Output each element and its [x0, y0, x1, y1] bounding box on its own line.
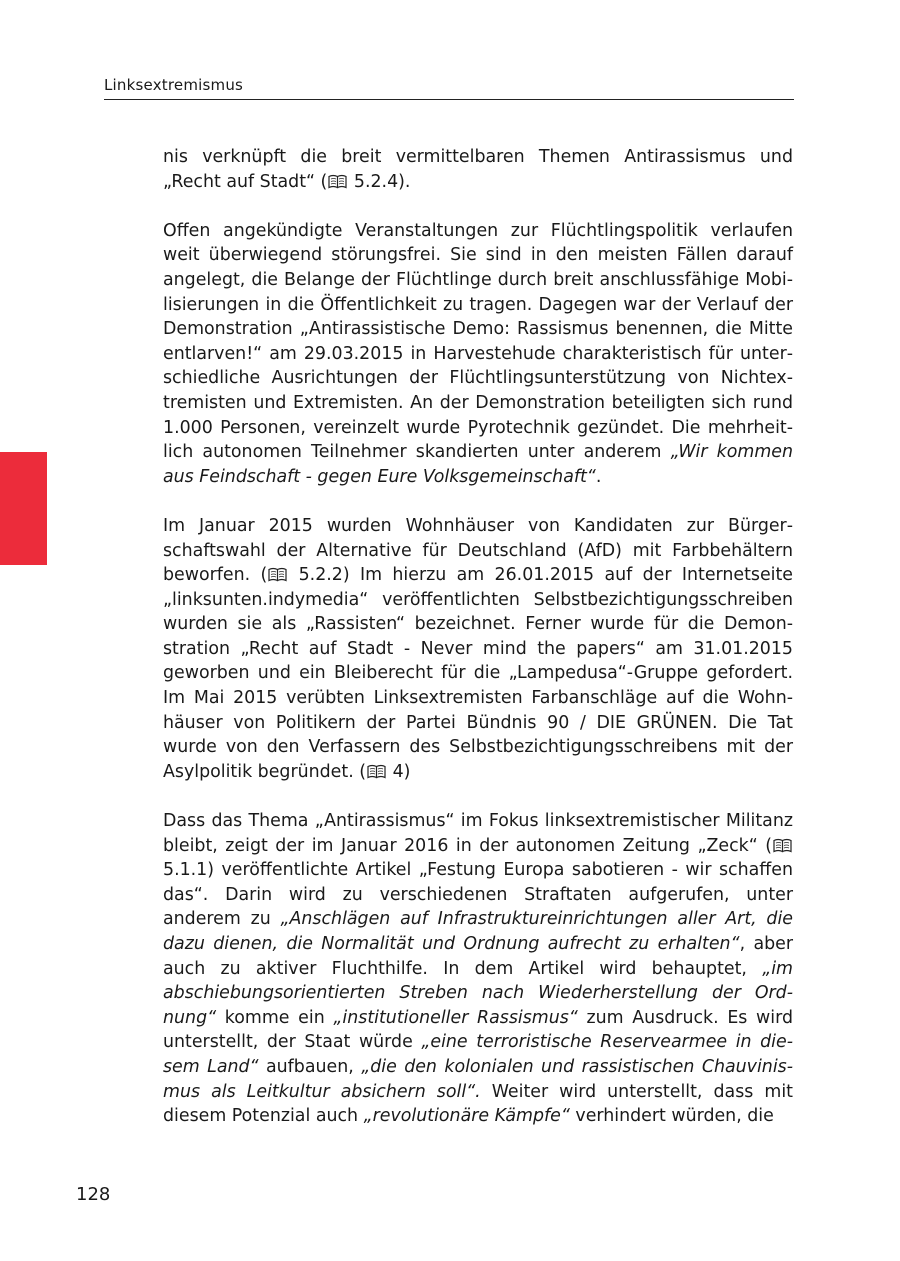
- paragraph-4: [163, 809, 793, 1129]
- text-run: verhindert würden, die: [569, 1106, 774, 1127]
- quote: „eine terroristische Reservearmee in diesem Land“: [163, 1032, 793, 1077]
- text-run: .: [595, 466, 602, 487]
- quote: „die den kolonialen und rassistischen Chauvinismus als Leitkultur absichern soll“.: [163, 1056, 793, 1102]
- paragraph-1: [163, 145, 793, 194]
- quote: „revolutionäre Kämpfe“: [363, 1106, 570, 1127]
- text-run: zum Ausdruck. Es wird unterstellt, der Staat würde: [163, 1007, 793, 1053]
- text-run: 4): [387, 761, 411, 782]
- running-title: Linksextremismus: [104, 76, 244, 94]
- paragraph-3: [163, 514, 793, 785]
- text-run: komme ein: [216, 1007, 334, 1028]
- body-text: [163, 145, 793, 1129]
- paragraph-2: [163, 219, 793, 490]
- text-run: Offen angekündigte Veranstaltungen zur Flüchtlingspolitik verlaufen weit überwiegend störungsfrei. Sie sind in den meisten Fällen darauf angelegt, die Belange der Flüchtlinge durch breit anschlussfähige Mobilisierungen in die Öffentlichkeit zu tragen. Dagegen war der Verlauf der Demonstration „Antirassistische Demo: Rassismus benennen, die Mitte entlarven!“ am 29.03.2015 in Harvestehude charakteristisch für unterschiedliche Ausrichtungen der Flüchtlingsunterstützung von Nichtextremisten und Extremisten. An der Demonstration beteiligten sich rund 1.000 Personen, vereinzelt wurde Pyrotechnik gezündet. Die mehrheitlich autonomen Teilnehmer skandierten unter anderem: [163, 220, 793, 463]
- open-book-icon: [367, 764, 386, 779]
- chapter-color-tab: [0, 452, 47, 565]
- text-run: 5.2.4).: [348, 171, 411, 192]
- text-run: , aber auch zu aktiver Fluchthilfe. In dem Artikel wird behauptet,: [163, 934, 793, 979]
- text-run: aufbauen,: [258, 1056, 362, 1077]
- quote: „im abschiebungsorientierten Streben nach Wiederherstellung der Ordnung“: [163, 958, 793, 1028]
- open-book-icon: [773, 838, 792, 853]
- quote: „Anschlägen auf Infrastruktureinrichtungen aller Art, die dazu dienen, die Normalität und Ordnung aufrecht zu erhalten“: [163, 909, 793, 954]
- text-run: Im Januar 2015 wurden Wohnhäuser von Kandidaten zur Bürgerschaftswahl der Alternative für Deutschland (AfD) mit Farbbehältern beworfen. (: [163, 515, 793, 586]
- open-book-icon: [328, 174, 347, 189]
- page-number: 128: [76, 1184, 111, 1205]
- quote: „Wir kommen aus Feindschaft - gegen Eure Volksgemeinschaft“: [163, 442, 793, 487]
- text-run: 5.2.2) Im hierzu am 26.01.2015 auf der Internetseite „linksunten.indymedia“ veröffentlichten Selbstbezichtigungsschreiben wurden sie als „Rassisten“ bezeichnet. Ferner wurde für die Demonstration „Recht auf Stadt - Never mind the papers“ am 31.01.2015 geworben und ein Bleiberecht für die „Lampedusa“-Gruppe gefordert. Im Mai 2015 verübten Linksextremisten Farbanschläge auf die Wohnhäuser von Politikern der Partei Bündnis 90 / DIE GRÜNEN. Die Tat wurde von den Verfassern des Selbstbezichtigungsschreibens mit der Asylpolitik begründet. (: [163, 565, 794, 782]
- text-run: 5.1.1) veröffentlichte Artikel „Festung Europa sabotieren - wir schaffen das“. Darin wird zu verschiedenen Straftaten aufgerufen, unter anderem zu: [163, 860, 793, 930]
- text-run: Weiter wird unterstellt, dass mit diesem Potenzial auch: [163, 1081, 793, 1127]
- text-run: nis verknüpft die breit vermittelbaren Themen Antirassismus und „Recht auf Stadt“ (: [163, 147, 793, 192]
- quote: „institutioneller Rassismus“: [333, 1007, 578, 1028]
- text-run: Dass das Thema „Antirassismus“ im Fokus linksextremistischer Militanz bleibt, zeigt der im Januar 2016 in der autonomen Zeitung „Zeck“ (: [163, 811, 793, 856]
- open-book-icon: [268, 567, 287, 582]
- running-header: [104, 75, 794, 100]
